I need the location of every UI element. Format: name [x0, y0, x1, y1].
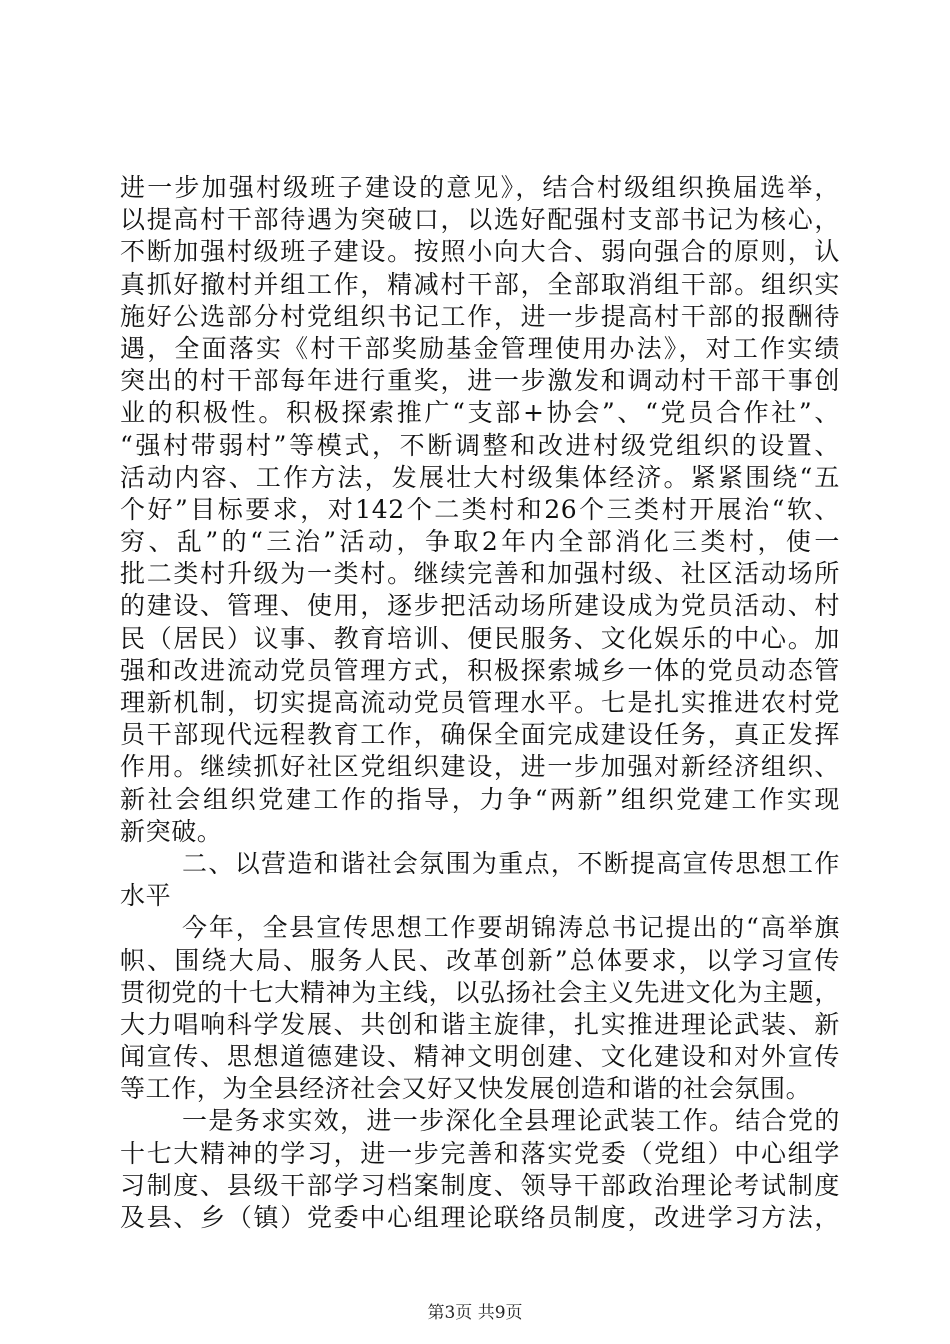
- text-line: 等工作，为全县经济社会又好又快发展创造和谐的社会氛围。: [120, 1074, 812, 1104]
- text-line: 一是务求实效，进一步深化全县理论武装工作。结合党的: [182, 1106, 840, 1136]
- text-line: 施好公选部分村党组织书记工作，进一步提高村干部的报酬待: [120, 301, 840, 331]
- text-line: 新突破。: [120, 816, 223, 846]
- text-line: 穷、乱”的“三治”活动，争取2年内全部消化三类村，使一: [120, 527, 840, 557]
- text-line: 贯彻党的十七大精神为主线，以弘扬社会主义先进文化为主题，: [120, 977, 840, 1007]
- text-line: 新社会组织党建工作的指导，力争“两新”组织党建工作实现: [120, 784, 840, 814]
- text-line: 突出的村干部每年进行重奖，进一步激发和调动村干部干事创: [120, 366, 840, 396]
- text-line: 遇，全面落实《村干部奖励基金管理使用办法》，对工作实绩: [120, 333, 840, 363]
- text-line: 不断加强村级班子建设。按照小向大合、弱向强合的原则，认: [120, 237, 840, 267]
- text-line: 大力唱响科学发展、共创和谐主旋律，扎实推进理论武装、新: [120, 1009, 840, 1039]
- text-line: 业的积极性。积极探索推广“支部+协会”、“党员合作社”、: [120, 398, 840, 428]
- text-line: 民（居民）议事、教育培训、便民服务、文化娱乐的中心。加: [120, 623, 840, 653]
- text-line: 今年，全县宣传思想工作要胡锦涛总书记提出的“高举旗: [182, 913, 840, 943]
- document-body: [120, 172, 840, 1234]
- text-line: 的建设、管理、使用，逐步把活动场所建设成为党员活动、村: [120, 591, 840, 621]
- text-line: 习制度、县级干部学习档案制度、领导干部政治理论考试制度: [120, 1170, 840, 1200]
- text-line: 员干部现代远程教育工作，确保全面完成建设任务，真正发挥: [120, 720, 840, 750]
- text-line: 及县、乡（镇）党委中心组理论联络员制度，改进学习方法，: [120, 1203, 840, 1232]
- page-footer: 第3页 共9页: [427, 1303, 523, 1323]
- text-line: 理新机制，切实提高流动党员管理水平。七是扎实推进农村党: [120, 688, 840, 717]
- text-line: 活动内容、工作方法，发展壮大村级集体经济。紧紧围绕“五: [120, 462, 840, 492]
- text-line: 真抓好撤村并组工作，精减村干部，全部取消组干部。组织实: [120, 269, 840, 299]
- text-line: “强村带弱村”等模式，不断调整和改进村级党组织的设置、: [120, 430, 840, 460]
- text-line: 二、以营造和谐社会氛围为重点，不断提高宣传思想工作: [182, 848, 840, 878]
- text-line: 水平: [120, 881, 172, 911]
- text-line: 以提高村干部待遇为突破口，以选好配强村支部书记为核心，: [120, 205, 840, 235]
- text-line: 个好”目标要求，对142个二类村和26个三类村开展治“软、: [120, 494, 840, 524]
- text-line: 进一步加强村级班子建设的意见》，结合村级组织换届选举，: [120, 173, 840, 202]
- text-line: 帜、围绕大局、服务人民、改革创新”总体要求，以学习宣传: [120, 945, 840, 975]
- text-line: 强和改进流动党员管理方式，积极探索城乡一体的党员动态管: [120, 655, 840, 685]
- text-line: 批二类村升级为一类村。继续完善和加强村级、社区活动场所: [120, 559, 840, 589]
- text-line: 闻宣传、思想道德建设、精神文明创建、文化建设和对外宣传: [120, 1042, 840, 1072]
- text-line: 十七大精神的学习，进一步完善和落实党委（党组）中心组学: [120, 1138, 840, 1168]
- text-line: 作用。继续抓好社区党组织建设，进一步加强对新经济组织、: [120, 752, 840, 782]
